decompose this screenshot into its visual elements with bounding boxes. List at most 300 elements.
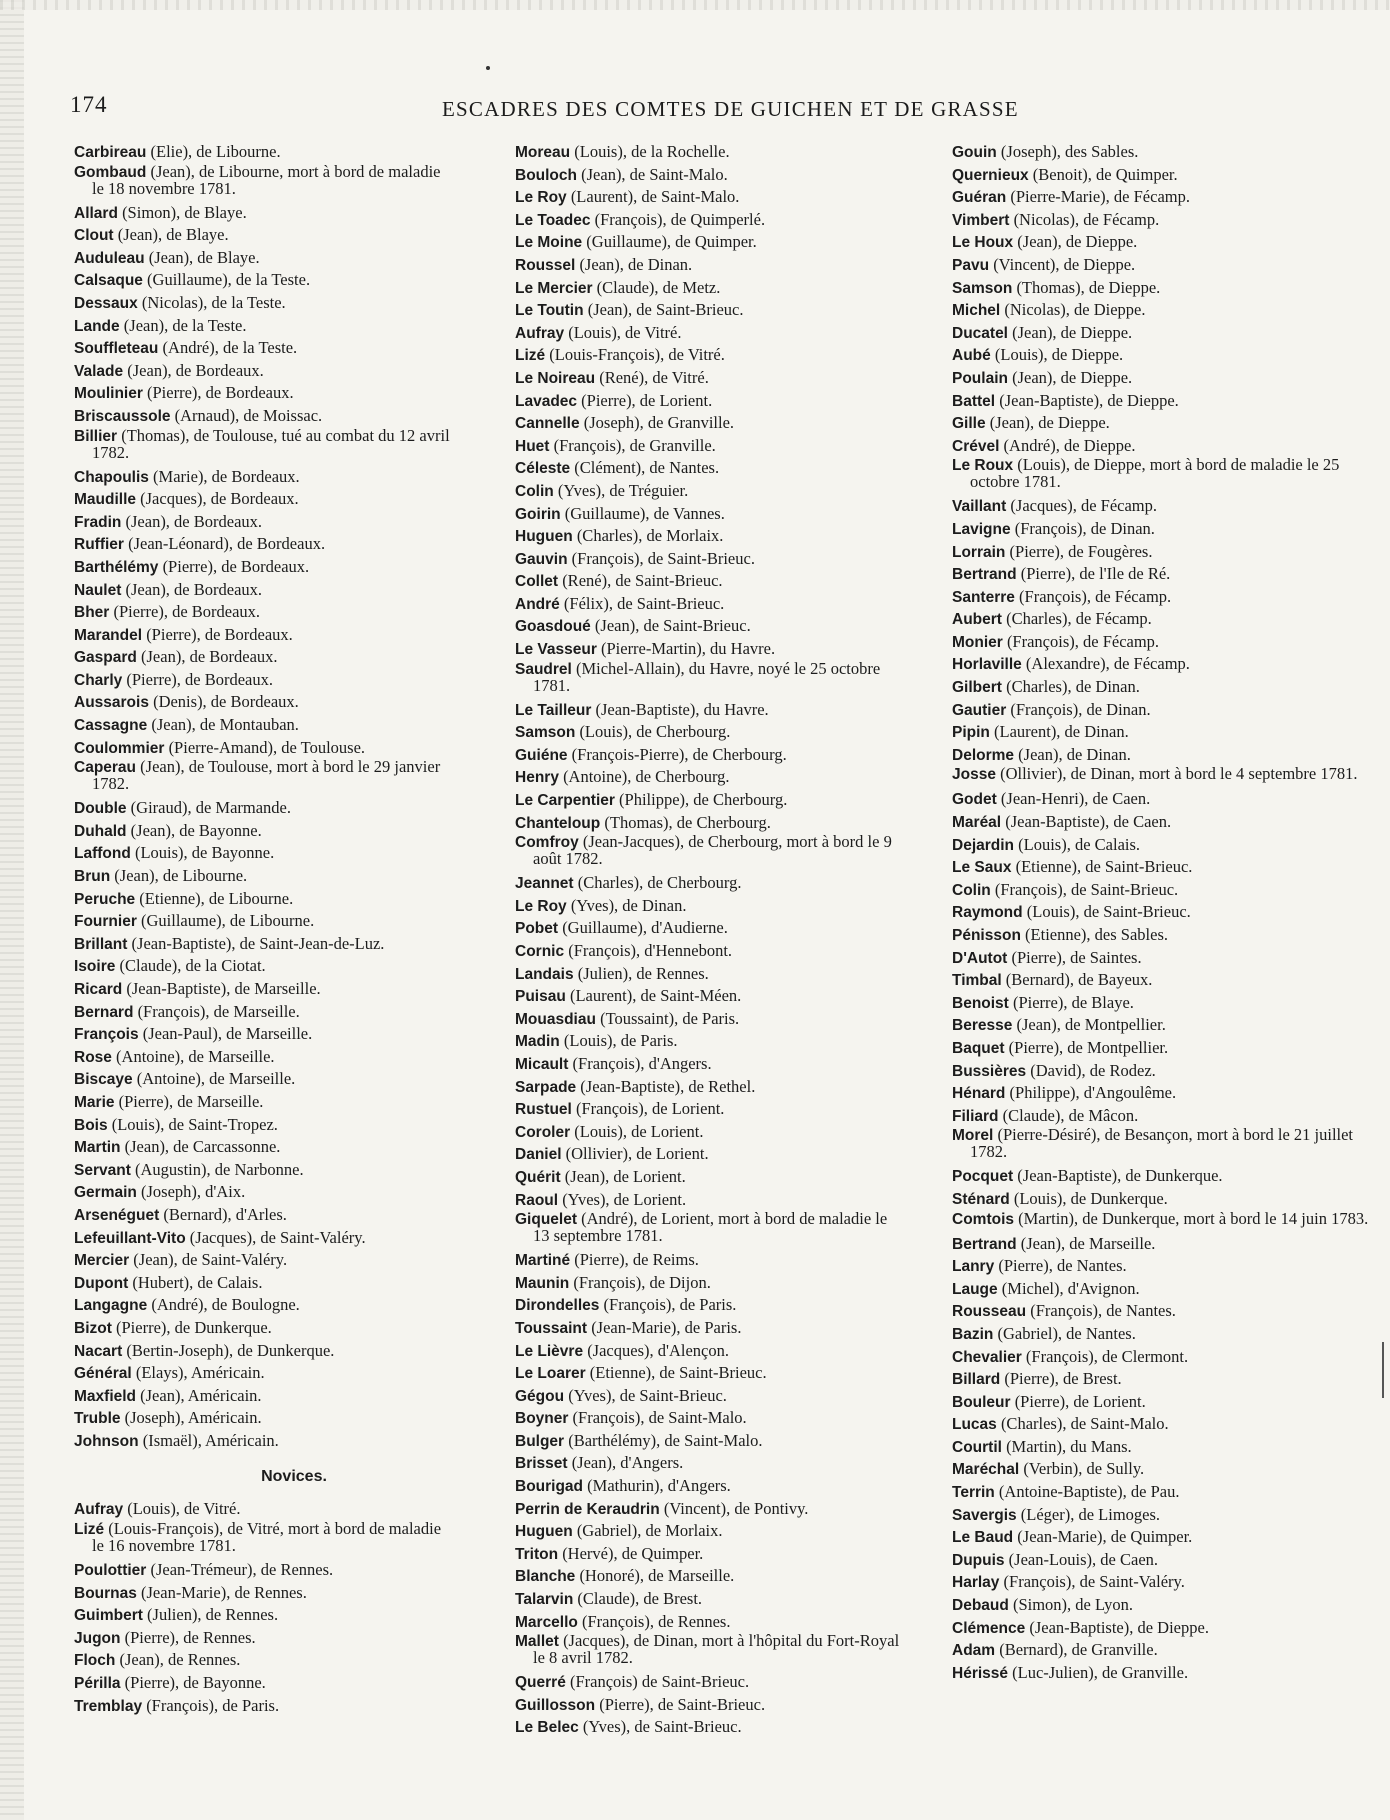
scan-edge-top: [0, 0, 1390, 10]
entry-details: (Jean-Marie), de Rennes.: [136, 1582, 307, 1602]
entry-details: (Claude), de Brest.: [573, 1589, 703, 1609]
entry-surname: Goirin: [515, 505, 561, 523]
entry-details: (Etienne), de Libourne.: [135, 888, 294, 908]
entry-surname: Le Roy: [515, 189, 567, 207]
entry-details: (Antoine), de Marseille.: [111, 1046, 275, 1066]
entry-details: (Thomas), de Dieppe.: [1012, 277, 1161, 297]
roster-entry: [515, 940, 905, 963]
entry-details: (Jean), de Bordeaux.: [121, 579, 263, 599]
roster-entry: [515, 525, 905, 548]
roster-entry: [74, 933, 454, 956]
roster-entry: [74, 759, 454, 792]
roster-entry: [515, 699, 905, 722]
entry-surname: Biscaye: [74, 1071, 133, 1089]
entry-details: (Louis), de Dieppe, mort à bord de maladie le 25 octobre 1781.: [970, 455, 1340, 492]
entry-surname: Landais: [515, 965, 574, 983]
entry-surname: Naulet: [74, 581, 122, 599]
entry-details: (Yves), de Lorient.: [558, 1189, 687, 1209]
entry-details: (Claude), de la Ciotat.: [115, 956, 266, 976]
entry-surname: Le Mercier: [515, 279, 593, 297]
roster-entry: [952, 1549, 1372, 1572]
entry-surname: Clémence: [952, 1619, 1026, 1637]
entry-surname: Sarpade: [515, 1078, 577, 1096]
roster-entry: [515, 1030, 905, 1053]
roster-entry: [74, 1294, 454, 1317]
entry-details: (François), de Dinan.: [1006, 699, 1151, 719]
entry-surname: Lauge: [952, 1280, 998, 1298]
entry-details: (Jean), de Saint-Malo.: [577, 164, 728, 184]
roster-entry: [74, 556, 454, 579]
entry-details: (Louis), de Dunkerque.: [1009, 1188, 1168, 1208]
entry-surname: Giquelet: [515, 1211, 578, 1229]
entry-details: (Pierre), de Dunkerque.: [111, 1317, 272, 1337]
roster-entry: [952, 788, 1372, 811]
entry-details: (Pierre), de Nantes.: [994, 1256, 1127, 1276]
entry-surname: Benoist: [952, 994, 1009, 1012]
entry-surname: Le Toadec: [515, 211, 591, 229]
entry-details: (François-Pierre), de Cherbourg.: [567, 744, 787, 764]
entry-surname: André: [515, 595, 560, 613]
entry-surname: Quérit: [515, 1168, 561, 1186]
entry-surname: Chevalier: [952, 1348, 1022, 1366]
entry-details: (Nicolas), de Dieppe.: [1000, 300, 1146, 320]
entry-details: (Jean), de la Teste.: [119, 315, 247, 335]
entry-details: (Jean), de Dieppe.: [1013, 232, 1138, 252]
entry-details: (Vincent), de Dieppe.: [989, 254, 1136, 274]
roster-entry: [515, 1498, 905, 1521]
entry-surname: Mallet: [515, 1633, 559, 1651]
entry-details: (Joseph), des Sables.: [996, 142, 1139, 161]
roster-entry: [515, 1694, 905, 1717]
entry-details: (Jean-Marie), de Quimper.: [1013, 1527, 1193, 1547]
entry-surname: Poulain: [952, 369, 1008, 387]
roster-entry: [952, 164, 1372, 187]
entry-surname: Valade: [74, 362, 124, 380]
entry-details: (Yves), de Saint-Brieuc.: [564, 1385, 727, 1405]
entry-surname: Godet: [952, 791, 997, 809]
roster-entry: [74, 714, 454, 737]
entry-surname: Le Tailleur: [515, 701, 592, 719]
entry-details: (Nicolas), de Fécamp.: [1009, 209, 1160, 229]
entry-surname: Langagne: [74, 1297, 148, 1315]
entry-surname: Servant: [74, 1161, 131, 1179]
roster-entry: [952, 141, 1372, 164]
entry-details: (Louis), de Bayonne.: [130, 843, 275, 863]
entry-details: (Louis), de la Rochelle.: [570, 142, 730, 161]
roster-entry: [952, 1127, 1372, 1160]
entry-surname: Carbireau: [74, 144, 147, 161]
roster-entry: [515, 1430, 905, 1453]
entry-details: (Joseph), de Granville.: [579, 413, 735, 433]
entry-surname: Santerre: [952, 588, 1015, 606]
roster-entry: [952, 541, 1372, 564]
roster-entry: [515, 209, 905, 232]
roster-entry: [74, 466, 454, 489]
entry-details: (François), de Saint-Malo.: [568, 1408, 747, 1428]
roster-entry: [74, 1498, 454, 1521]
entry-surname: Général: [74, 1365, 132, 1383]
entry-details: (André), de Dieppe.: [999, 435, 1136, 455]
roster-entry: [952, 1233, 1372, 1256]
entry-details: (Ismaël), Américain.: [138, 1430, 279, 1450]
entry-details: (Jacques), d'Alençon.: [583, 1340, 729, 1360]
entry-details: (René), de Vitré.: [595, 367, 709, 387]
roster-entry: [952, 721, 1372, 744]
roster-entry: [74, 1114, 454, 1137]
entry-surname: Le Saux: [952, 859, 1012, 877]
entry-details: (Philippe), d'Angoulême.: [1005, 1083, 1177, 1103]
roster-entry: [952, 586, 1372, 609]
entry-details: (Jean), de Saint-Brieuc.: [583, 300, 744, 320]
entry-details: (Jacques), de Fécamp.: [1006, 496, 1158, 516]
entry-details: (Pierre), de Lorient.: [577, 390, 713, 410]
entry-details: (Jean-Trémeur), de Rennes.: [146, 1560, 334, 1580]
entry-surname: Caperau: [74, 759, 137, 777]
entry-details: (Jean), de Dinan.: [1014, 744, 1131, 764]
entry-surname: Saudrel: [515, 660, 572, 678]
entry-surname: Martin: [74, 1139, 121, 1157]
entry-details: (Jean), de Bordeaux.: [123, 360, 264, 380]
entry-surname: Daniel: [515, 1146, 562, 1164]
entry-details: (Hervé), de Quimper.: [558, 1543, 704, 1563]
roster-entry: [74, 1317, 454, 1340]
entry-details: (Elays), Américain.: [131, 1363, 265, 1383]
entry-surname: Colin: [515, 482, 554, 500]
entry-details: (Laurent), de Dinan.: [989, 722, 1129, 742]
roster-entry: [952, 1617, 1372, 1640]
entry-details: (Simon), de Blaye.: [117, 202, 247, 222]
roster-entry: [74, 161, 454, 198]
entry-surname: Mouasdiau: [515, 1010, 596, 1028]
entry-surname: Huguen: [515, 528, 573, 546]
entry-details: (Jean-Baptiste), du Havre.: [591, 699, 769, 719]
roster-entry: [74, 1559, 454, 1582]
entry-surname: Chapoulis: [74, 468, 149, 486]
roster-entry: [515, 1385, 905, 1408]
entry-details: (Claude), de Metz.: [592, 277, 721, 297]
running-title: ESCADRES DES COMTES DE GUICHEN ET DE GRASSE: [442, 97, 1019, 121]
entry-surname: Le Roux: [952, 457, 1014, 475]
entry-surname: Périlla: [74, 1675, 121, 1693]
entry-details: (Charles), de Cherbourg.: [573, 873, 742, 893]
roster-entry: [515, 1671, 905, 1694]
entry-surname: Moulinier: [74, 385, 143, 403]
entry-surname: Baquet: [952, 1039, 1005, 1057]
entry-surname: Lande: [74, 317, 120, 335]
roster-entry: [515, 570, 905, 593]
entry-details: (Pierre-Marie), de Fécamp.: [1006, 187, 1190, 207]
entry-surname: Raymond: [952, 904, 1023, 922]
entry-details: (Pierre-Désiré), de Besançon, mort à bord le 21 juillet 1782.: [970, 1125, 1354, 1162]
entry-details: (Nicolas), de la Teste.: [137, 292, 286, 312]
entry-details: (Louis-François), de Vitré, mort à bord de maladie le 16 novembre 1781.: [92, 1519, 442, 1556]
entry-details: (Jacques), de Bordeaux.: [136, 489, 299, 509]
roster-entry: [74, 624, 454, 647]
entry-surname: Battel: [952, 392, 996, 410]
entry-details: (Etienne), de Saint-Brieuc.: [585, 1363, 767, 1383]
entry-details: (François), de Fécamp.: [1014, 586, 1172, 606]
entry-details: (Jean-Louis), de Caen.: [1004, 1549, 1159, 1569]
entry-details: (Antoine), de Marseille.: [132, 1069, 296, 1089]
roster-entry: [952, 744, 1372, 767]
entry-surname: Rousseau: [952, 1303, 1027, 1321]
entry-surname: Souffleteau: [74, 340, 159, 358]
roster-entry: [515, 1249, 905, 1272]
roster-entry: [515, 615, 905, 638]
entry-surname: Le Roy: [515, 897, 567, 915]
roster-entry: [74, 247, 454, 270]
roster-entry: [74, 1249, 454, 1272]
entry-details: (Jean-Baptiste), de Saint-Jean-de-Luz.: [127, 933, 385, 953]
entry-details: (François), de Paris.: [599, 1295, 737, 1315]
roster-entry: [952, 1639, 1372, 1662]
roster-entry: [952, 1278, 1372, 1301]
entry-surname: Morel: [952, 1127, 994, 1145]
entry-surname: Roussel: [515, 256, 576, 274]
roster-entry: [74, 269, 454, 292]
roster-entry: [74, 1430, 454, 1453]
roster-entry: [74, 1227, 454, 1250]
entry-surname: Querré: [515, 1674, 566, 1692]
entry-details: (Bertin-Joseph), de Dunkerque.: [122, 1340, 335, 1360]
roster-entry: [74, 360, 454, 383]
entry-details: (Jean-Baptiste), de Dunkerque.: [1013, 1166, 1223, 1186]
entry-details: (Jean-Baptiste), de Caen.: [1001, 812, 1172, 832]
entry-surname: Céleste: [515, 460, 571, 478]
scan-edge-left: [0, 0, 24, 1820]
entry-details: (Pierre-Amand), de Toulouse.: [164, 737, 366, 757]
roster-entry: [515, 480, 905, 503]
roster-entry: [74, 1672, 454, 1695]
entry-details: (Jean), de Libourne, mort à bord de maladie le 18 novembre 1781.: [92, 161, 441, 198]
entry-details: (François) de Saint-Brieuc.: [565, 1672, 750, 1692]
entry-details: (Michel-Allain), du Havre, noyé le 25 octobre 1781.: [533, 658, 881, 695]
entry-details: (Denis), de Bordeaux.: [148, 692, 299, 712]
entry-surname: Boyner: [515, 1410, 569, 1428]
entry-surname: Gégou: [515, 1387, 565, 1405]
entry-surname: Lavigne: [952, 520, 1011, 538]
entry-surname: Cannelle: [515, 415, 580, 433]
entry-surname: Le Moine: [515, 234, 583, 252]
entry-details: (Jean), de Blaye.: [144, 247, 260, 267]
roster-entry: [515, 1098, 905, 1121]
entry-surname: Chanteloup: [515, 814, 601, 832]
entry-details: (Etienne), de Saint-Brieuc.: [1011, 857, 1193, 877]
roster-entry: [74, 646, 454, 669]
entry-details: (Arnaud), de Moissac.: [170, 405, 323, 425]
roster-entry: [952, 1060, 1372, 1083]
entry-details: (Yves), de Dinan.: [566, 895, 687, 915]
entry-details: (Louis), de Cherbourg.: [575, 722, 731, 742]
roster-entry: [952, 1105, 1372, 1128]
entry-surname: Le Toutin: [515, 302, 584, 320]
entry-surname: Briscaussole: [74, 407, 171, 425]
entry-details: (Pierre), de l'Ile de Ré.: [1016, 564, 1171, 584]
roster-entry: [515, 1121, 905, 1144]
roster-entry: [952, 390, 1372, 413]
entry-details: (Jean), de Rennes.: [115, 1650, 241, 1670]
entry-details: (Léger), de Limoges.: [1016, 1504, 1161, 1524]
roster-entry: [74, 1627, 454, 1650]
roster-entry: [515, 1189, 905, 1212]
roster-entry: [952, 563, 1372, 586]
roster-entry: [952, 969, 1372, 992]
entry-details: (Marie), de Bordeaux.: [148, 466, 300, 486]
entry-surname: Lavadec: [515, 392, 578, 410]
roster-entry: [952, 766, 1372, 783]
column-2: [515, 141, 905, 1739]
entry-surname: Barthélémy: [74, 558, 159, 576]
entry-details: (Julien), de Rennes.: [142, 1605, 279, 1625]
entry-details: (Pierre), de Montpellier.: [1004, 1037, 1169, 1057]
roster-entry: [74, 488, 454, 511]
entry-surname: Rustuel: [515, 1101, 572, 1119]
entry-surname: Maunin: [515, 1274, 570, 1292]
entry-surname: Sténard: [952, 1190, 1010, 1208]
entry-surname: Le Baud: [952, 1529, 1014, 1547]
entry-details: (François), de Paris.: [142, 1695, 280, 1715]
roster-entry: [515, 322, 905, 345]
entry-details: (Jean), de Dieppe.: [985, 413, 1110, 433]
entry-surname: Courtil: [952, 1438, 1002, 1456]
roster-entry: [515, 1076, 905, 1099]
roster-entry: [74, 842, 454, 865]
roster-entry: [515, 766, 905, 789]
entry-details: (Elie), de Libourne.: [146, 142, 281, 161]
entry-surname: Aubé: [952, 347, 991, 365]
roster-entry: [515, 789, 905, 812]
entry-surname: Pipin: [952, 724, 990, 742]
entry-details: (Etienne), des Sables.: [1020, 925, 1169, 944]
entry-details: (Vincent), de Pontivy.: [659, 1498, 809, 1518]
entry-surname: François: [74, 1026, 139, 1044]
entry-surname: Maudille: [74, 491, 137, 509]
entry-surname: Auduleau: [74, 249, 145, 267]
roster-entry: [515, 1362, 905, 1385]
entry-surname: Terrin: [952, 1484, 995, 1502]
entry-details: (Antoine), de Cherbourg.: [558, 767, 730, 787]
entry-surname: Lucas: [952, 1416, 997, 1434]
roster-entry: [952, 1255, 1372, 1278]
entry-details: (François), de Saint-Brieuc.: [567, 548, 755, 568]
entry-surname: Hérissé: [952, 1664, 1009, 1682]
entry-details: (Charles), de Saint-Malo.: [996, 1414, 1169, 1434]
entry-surname: Arsenéguet: [74, 1206, 160, 1224]
entry-surname: Raoul: [515, 1191, 559, 1209]
entry-surname: Bois: [74, 1116, 108, 1134]
entry-details: (Luc-Julien), de Granville.: [1008, 1662, 1189, 1682]
ink-dot: [486, 66, 490, 70]
entry-details: (Yves), de Tréguier.: [553, 480, 689, 500]
roster-entry: [515, 1407, 905, 1430]
entry-details: (Augustin), de Narbonne.: [130, 1159, 304, 1179]
entry-surname: Aubert: [952, 611, 1002, 629]
entry-details: (Jean-Baptiste), de Dieppe.: [1025, 1617, 1209, 1637]
entry-surname: Toussaint: [515, 1319, 588, 1337]
entry-surname: Samson: [952, 279, 1013, 297]
entry-details: (Jean-Jacques), de Cherbourg, mort à bord le 9 août 1782.: [533, 832, 892, 869]
entry-surname: Bulger: [515, 1432, 565, 1450]
roster-entry: [952, 254, 1372, 277]
page-number: 174: [70, 92, 108, 117]
entry-details: (François), de Dijon.: [569, 1272, 711, 1292]
roster-entry: [952, 1458, 1372, 1481]
entry-details: (Jean-Baptiste), de Marseille.: [122, 979, 321, 998]
roster-entry: [952, 435, 1372, 458]
roster-entry: [74, 315, 454, 338]
entry-details: (Jean-Paul), de Marseille.: [138, 1024, 313, 1044]
column-3-entries: [952, 141, 1372, 1684]
roster-entry: [515, 1716, 905, 1739]
entry-surname: Le Lièvre: [515, 1342, 584, 1360]
entry-surname: Bournas: [74, 1584, 137, 1602]
entry-details: (Louis), de Calais.: [1014, 834, 1141, 854]
entry-details: (René), de Saint-Brieuc.: [558, 571, 723, 591]
entry-surname: Moreau: [515, 144, 571, 161]
entry-surname: Lorrain: [952, 543, 1006, 561]
entry-surname: Pénisson: [952, 927, 1021, 944]
entry-surname: Maréal: [952, 814, 1002, 832]
entry-details: (Pierre), de Bordeaux.: [122, 669, 273, 689]
entry-surname: Bertrand: [952, 566, 1017, 584]
entry-surname: Marie: [74, 1093, 115, 1111]
entry-details: (Martin), du Mans.: [1001, 1436, 1132, 1456]
entry-surname: Goasdoué: [515, 618, 591, 636]
roster-entry: [74, 601, 454, 624]
roster-entry: [952, 1323, 1372, 1346]
entry-details: (Pierre), de Brest.: [1000, 1369, 1122, 1389]
entry-details: (Jacques), de Saint-Valéry.: [185, 1227, 366, 1247]
roster-entry: [515, 1633, 905, 1666]
entry-details: (Clément), de Nantes.: [570, 458, 720, 478]
entry-surname: Fournier: [74, 913, 137, 931]
entry-details: (Charles), de Fécamp.: [1001, 609, 1152, 629]
entry-surname: Le Vasseur: [515, 641, 597, 659]
entry-surname: Gilbert: [952, 679, 1002, 697]
entry-details: (Verbin), de Sully.: [1019, 1459, 1145, 1479]
entry-details: (François), de Nantes.: [1026, 1301, 1176, 1321]
entry-surname: Allard: [74, 204, 118, 222]
entry-surname: Perrin de Keraudrin: [515, 1500, 660, 1518]
entry-surname: Aussarois: [74, 694, 149, 712]
entry-details: (Benoit), de Quimper.: [1028, 164, 1178, 184]
roster-entry: [952, 1571, 1372, 1594]
entry-surname: Bouloch: [515, 166, 577, 184]
roster-entry: [515, 435, 905, 458]
entry-surname: Samson: [515, 724, 576, 742]
roster-entry: [952, 901, 1372, 924]
roster-entry: [952, 457, 1372, 490]
roster-entry: [515, 141, 905, 164]
roster-entry: [515, 367, 905, 390]
entry-surname: Le Noireau: [515, 369, 596, 387]
roster-entry: [515, 277, 905, 300]
entry-surname: Martiné: [515, 1252, 571, 1270]
roster-entry: [515, 744, 905, 767]
entry-surname: Quernieux: [952, 166, 1029, 184]
entry-details: (François), d'Angers.: [568, 1053, 712, 1073]
entry-details: (Guillaume), de Vannes.: [560, 503, 725, 523]
roster-entry: [952, 879, 1372, 902]
entry-details: (Pierre), de Fougères.: [1005, 541, 1153, 561]
roster-entry: [515, 1340, 905, 1363]
roster-entry: [515, 1520, 905, 1543]
roster-entry: [515, 872, 905, 895]
entry-surname: Billier: [74, 427, 118, 445]
roster-entry: [74, 1159, 454, 1182]
entry-surname: Bazin: [952, 1325, 994, 1343]
entry-surname: Brun: [74, 868, 111, 886]
